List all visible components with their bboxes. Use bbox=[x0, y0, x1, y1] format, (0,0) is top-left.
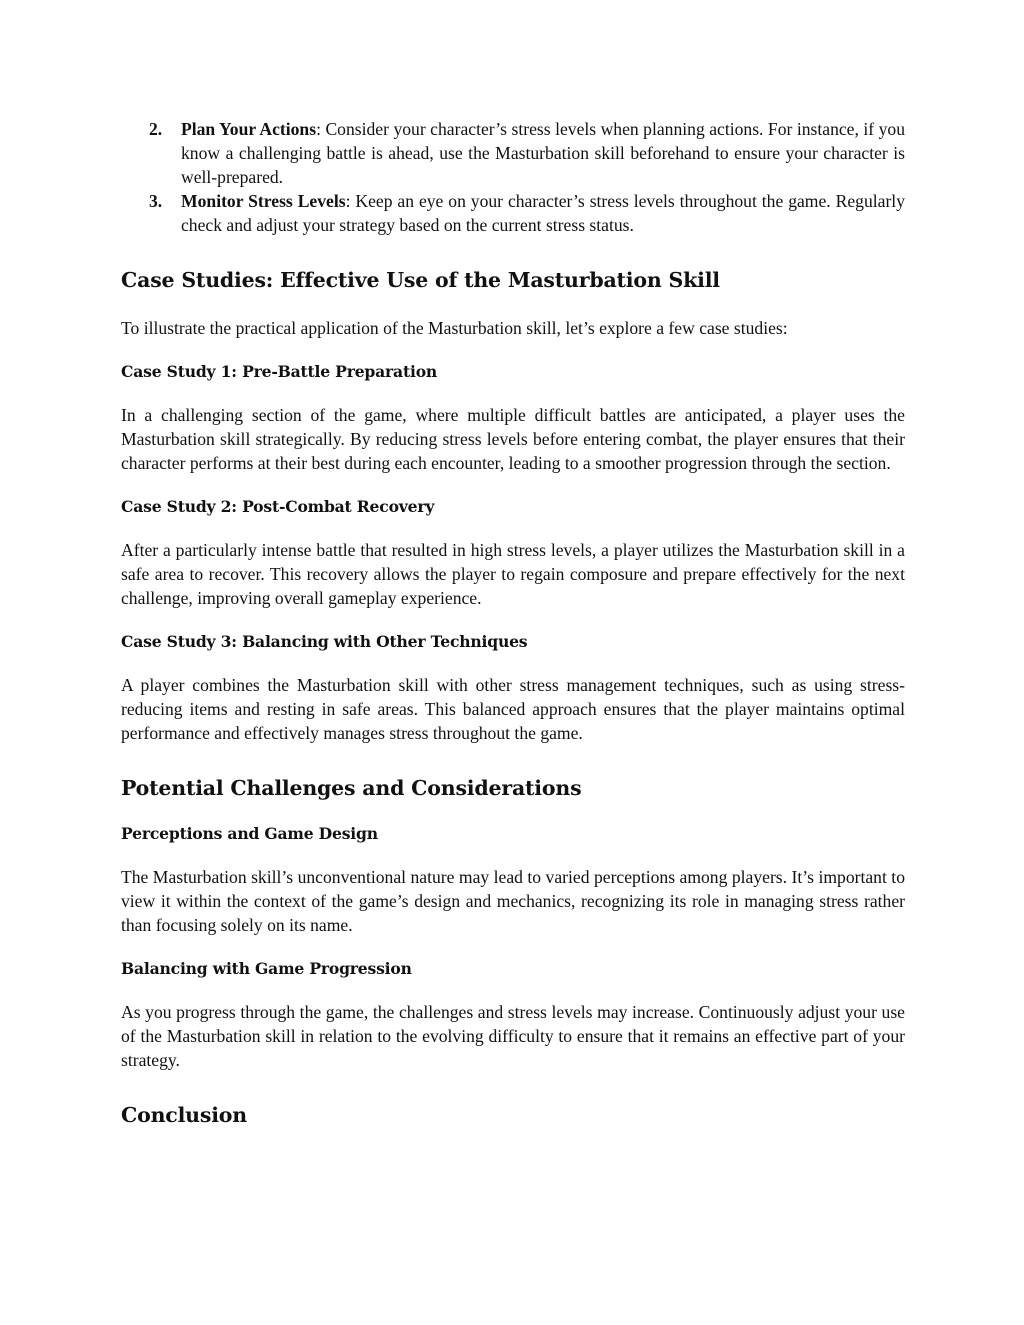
section-heading-challenges: Potential Challenges and Considerations bbox=[121, 776, 582, 800]
section-heading-conclusion: Conclusion bbox=[121, 1103, 247, 1127]
strategy-list bbox=[121, 117, 905, 237]
list-item-term: Monitor Stress Levels bbox=[181, 191, 346, 211]
subheading-balancing: Balancing with Game Progression bbox=[121, 959, 412, 978]
document-page bbox=[121, 117, 905, 1129]
list-item bbox=[121, 117, 905, 189]
subheading-case-study-2: Case Study 2: Post-Combat Recovery bbox=[121, 497, 435, 516]
list-item-text: : Keep an eye on your character’s stress levels throughout the game. Regularly check and adjust your strategy based on the current stress status. bbox=[181, 191, 905, 235]
section-heading-case-studies: Case Studies: Effective Use of the Masturbation Skill bbox=[121, 268, 720, 292]
list-item-number: 3. bbox=[149, 191, 163, 211]
perceptions-body: The Masturbation skill’s unconventional nature may lead to varied perceptions among players. It’s important to view it within the context of the game’s design and mechanics, recognizing its role in managing stress rather than focusing solely on its name. bbox=[121, 867, 905, 935]
list-item-number: 2. bbox=[149, 119, 163, 139]
list-item-term: Plan Your Actions bbox=[181, 119, 317, 139]
list-item bbox=[121, 189, 905, 237]
subheading-case-study-3: Case Study 3: Balancing with Other Techniques bbox=[121, 632, 528, 651]
case-study-1-body: In a challenging section of the game, where multiple difficult battles are anticipated, a player uses the Masturbation skill strategically. By reducing stress levels before entering combat, the player ensures that their character performs at their best during each encounter, leading to a smoother progression through the section. bbox=[121, 405, 905, 473]
list-item-text: : Consider your character’s stress levels when planning actions. For instance, if you know a challenging battle is ahead, use the Masturbation skill beforehand to ensure your character is well-prepared. bbox=[181, 119, 905, 187]
case-studies-intro: To illustrate the practical application of the Masturbation skill, let’s explore a few case studies: bbox=[121, 318, 788, 338]
subheading-perceptions: Perceptions and Game Design bbox=[121, 824, 378, 843]
balancing-body: As you progress through the game, the challenges and stress levels may increase. Continuously adjust your use of the Masturbation skill in relation to the evolving difficulty to ensure that it remains an effective part of your strategy. bbox=[121, 1002, 905, 1070]
case-study-3-body: A player combines the Masturbation skill with other stress management techniques, such as using stress-reducing items and resting in safe areas. This balanced approach ensures that the player maintains optimal performance and effectively manages stress throughout the game. bbox=[121, 675, 905, 743]
subheading-case-study-1: Case Study 1: Pre-Battle Preparation bbox=[121, 362, 438, 381]
case-study-2-body: After a particularly intense battle that resulted in high stress levels, a player utilizes the Masturbation skill in a safe area to recover. This recovery allows the player to regain composure and prepare effectively for the next challenge, improving overall gameplay experience. bbox=[121, 540, 905, 608]
